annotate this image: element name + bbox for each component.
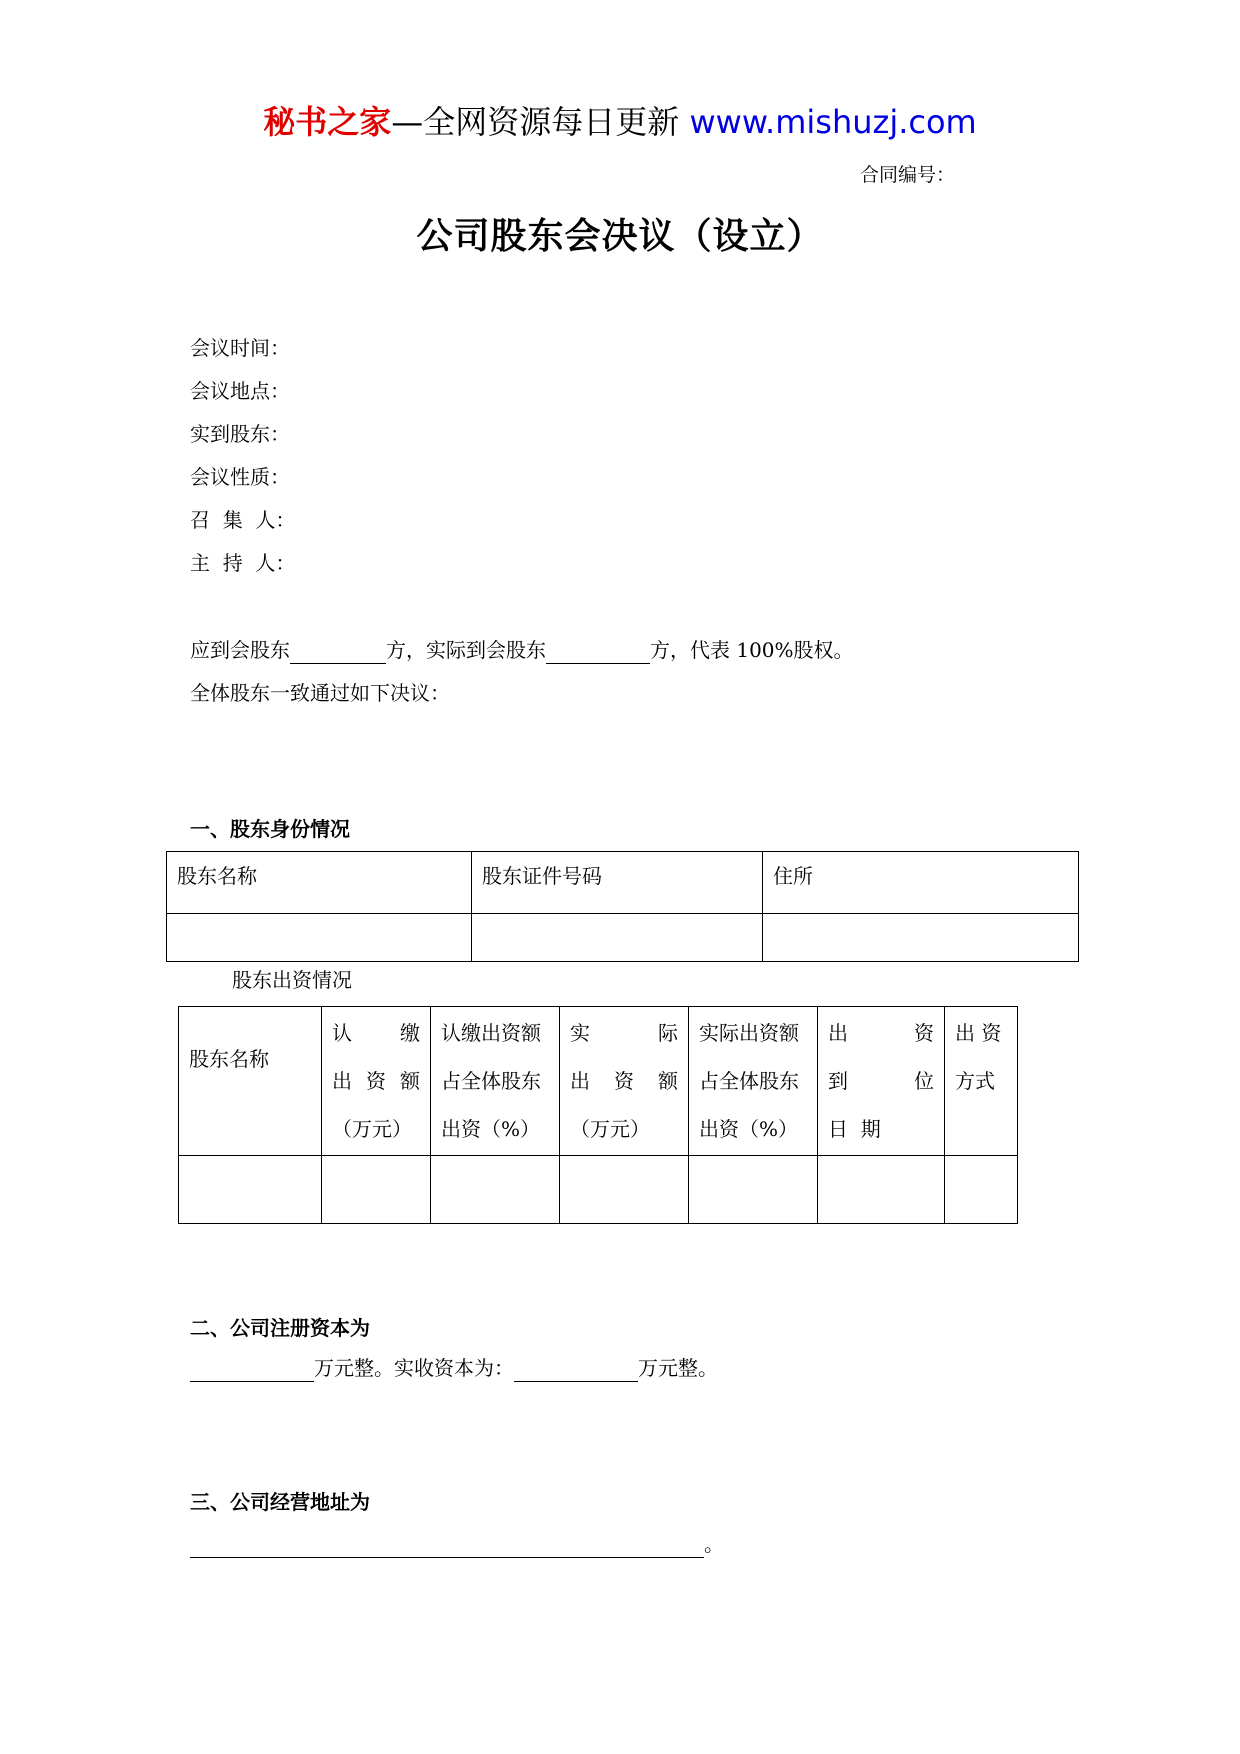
contribution-subheading: 股东出资情况 xyxy=(232,968,352,992)
contract-number-label: 合同编号： xyxy=(860,164,956,186)
contribution-table xyxy=(178,1006,1018,1224)
address-end: 。 xyxy=(704,1532,724,1556)
field-attendees: 实到股东： xyxy=(190,422,290,446)
cell-contrib-name[interactable] xyxy=(179,1156,322,1224)
banner-brand: 秘书之家 xyxy=(263,103,392,141)
blank-business-address[interactable] xyxy=(190,1535,704,1558)
cell-subscribed-amount[interactable] xyxy=(322,1156,431,1224)
header-subscribed-amount: 认 缴 出 资 额 （万元） xyxy=(322,1007,431,1156)
blank-expected-count[interactable] xyxy=(290,641,386,664)
field-meeting-nature: 会议性质： xyxy=(190,465,290,489)
capital-part2: 万元整。 xyxy=(638,1356,718,1380)
header-contribution-method: 出 资 方式 xyxy=(945,1007,1018,1156)
field-host: 主 持 人： xyxy=(190,551,296,575)
header-contribution-date: 出 资 到 位 日 期 xyxy=(818,1007,945,1156)
site-banner xyxy=(0,102,1240,142)
banner-slogan: —全网资源每日更新 xyxy=(391,103,690,141)
cell-actual-ratio[interactable] xyxy=(689,1156,818,1224)
blank-registered-capital[interactable] xyxy=(190,1359,314,1382)
section3-heading: 三、公司经营地址为 xyxy=(190,1490,370,1514)
header-actual-amount: 实 际 出 资 额 （万元） xyxy=(560,1007,689,1156)
field-meeting-place: 会议地点： xyxy=(190,379,290,403)
field-meeting-time: 会议时间： xyxy=(190,336,290,360)
capital-line xyxy=(190,1354,718,1382)
attendance-part1: 应到会股东 xyxy=(190,638,290,662)
attendance-line xyxy=(190,636,854,664)
header-actual-ratio: 实际出资额 占全体股东 出资（%） xyxy=(689,1007,818,1156)
cell-subscribed-ratio[interactable] xyxy=(431,1156,560,1224)
header-subscribed-ratio: 认缴出资额 占全体股东 出资（%） xyxy=(431,1007,560,1156)
blank-paid-capital[interactable] xyxy=(514,1359,638,1382)
capital-part1: 万元整。实收资本为： xyxy=(314,1356,514,1380)
cell-contribution-date[interactable] xyxy=(818,1156,945,1224)
header-address: 住所 xyxy=(763,852,1079,914)
section1-heading: 一、股东身份情况 xyxy=(190,817,350,841)
cell-id-number[interactable] xyxy=(472,914,763,962)
header-shareholder-name: 股东名称 xyxy=(167,852,472,914)
field-convener: 召 集 人： xyxy=(190,508,296,532)
cell-contribution-method[interactable] xyxy=(945,1156,1018,1224)
document-title: 公司股东会决议（设立） xyxy=(416,216,824,257)
cell-address[interactable] xyxy=(763,914,1079,962)
header-contrib-name: 股东名称 xyxy=(179,1007,322,1156)
header-id-number: 股东证件号码 xyxy=(472,852,763,914)
banner-url[interactable]: www.mishuzj.com xyxy=(689,103,977,141)
attendance-part2: 方，实际到会股东 xyxy=(386,638,546,662)
blank-actual-count[interactable] xyxy=(546,641,650,664)
cell-actual-amount[interactable] xyxy=(560,1156,689,1224)
cell-shareholder-name[interactable] xyxy=(167,914,472,962)
section2-heading: 二、公司注册资本为 xyxy=(190,1316,370,1340)
shareholder-identity-table xyxy=(166,851,1079,962)
attendance-part3: 方，代表 100%股权。 xyxy=(650,638,854,662)
resolution-intro: 全体股东一致通过如下决议： xyxy=(190,681,450,705)
address-line xyxy=(190,1530,724,1558)
